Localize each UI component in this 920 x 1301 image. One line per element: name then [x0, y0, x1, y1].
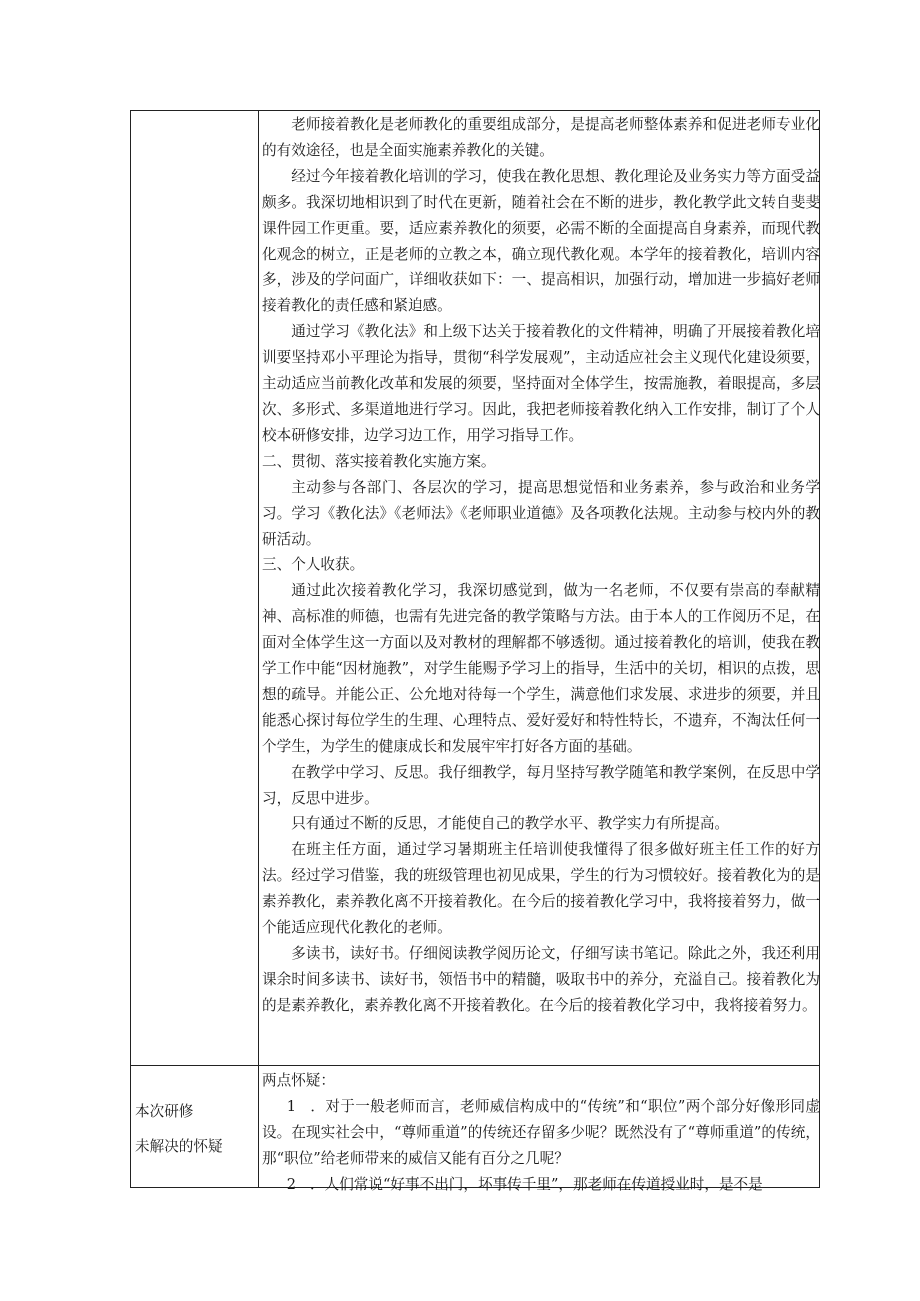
experience-content — [262, 112, 820, 1019]
doubt-item — [262, 1094, 820, 1172]
row-label-line2: 未解决的怀疑 — [135, 1138, 223, 1155]
column-divider — [258, 110, 259, 1188]
doubt-number: 2 — [286, 1175, 296, 1193]
paragraph: 经过今年接着教化培训的学习，使我在教化思想、教化理论及业务实力等方面受益颇多。我深切地相识到了时代在更新，随着社会在不断的进步，教化教学此文转自斐斐课件园工作更重。要，适应素养教化的须要，必需不断的全面提高自身素养，而现代教化观念的树立，正是老师的立教之本，确立现代教化观。本学年的接着教化，培训内容多，涉及的学问面广，详细收获如下：一、提高相识，加强行动，增加进一步搞好老师接着教化的责任感和紧迫感。 — [262, 167, 820, 315]
doubts-heading: 两点怀疑： — [262, 1072, 335, 1089]
paragraph: 在教学中学习、反思。我仔细教学，每月坚持写教学随笔和教学案例，在反思中学习，反思中进步。 — [262, 763, 820, 807]
paragraph: 主动参与各部门、各层次的学习，提高思想觉悟和业务素养，参与政治和业务学习。学习《教化法》《老师法》《老师职业道德》及各项教化法规。主动参与校内外的教研活动。 — [262, 478, 820, 548]
paragraph: 只有通过不断的反思，才能使自己的教学水平、教学实力有所提高。 — [291, 815, 730, 833]
paragraph: 老师接着教化是老师教化的重要组成部分，是提高老师整体素养和促进老师专业化的有效途径，也是全面实施素养教化的关键。 — [262, 116, 820, 159]
paragraph: 多读书，读好书。仔细阅读教学阅历论文，仔细写读书笔记。除此之外，我还利用课余时间多读书、读好书，领悟书中的精髓，吸取书中的养分，充溢自己。接着教化为的是素养教化，素养教化离不开接着教化。在今后的接着教化学习中，我将接着努力。 — [262, 945, 820, 1014]
paragraph: 通过此次接着教化学习，我深切感觉到，做为一名老师，不仅要有崇高的奉献精神、高标准的师德，也需有先进完备的教学策略与方法。由于本人的工作阅历不足，在面对全体学生这一方面以及对教材的理解都不够透彻。通过接着教化的培训，使我在教学工作中能“因材施教”，对学生能赐予学习上的指导，生活中的关切，相识的点拨，思想的疏导。并能公正、公允地对待每一个学生，满意他们求发展、求进步的须要，并且能悉心探讨每位学生的生理、心理特点、爱好爱好和特性特长，不遗弃，不淘汰任何一个学生，为学生的健康成长和发展牢牢打好各方面的基础。 — [262, 582, 820, 755]
paragraph: 在班主任方面，通过学习暑期班主任培训使我懂得了很多做好班主任工作的好方法。经过学习借鉴，我的班级管理也初见成果，学生的行为习惯较好。接着教化为的是素养教化，素养教化离不开接着教化。在今后的接着教化学习中，我将接着努力，做一个能适应现代化教化的老师。 — [262, 841, 820, 937]
doubt-text: ．人们常说“好事不出门，坏事传千里”，那老师在传道授业时，是不是 — [310, 1175, 763, 1193]
section-heading: 三、个人收获。 — [262, 556, 365, 574]
row-label-line1: 本次研修 — [135, 1103, 194, 1120]
row-divider — [130, 1065, 820, 1066]
doubt-item — [262, 1172, 820, 1198]
unresolved-content — [262, 1068, 820, 1198]
section-heading: 二、贯彻、落实接着教化实施方案。 — [262, 452, 496, 470]
paragraph: 通过学习《教化法》和上级下达关于接着教化的文件精神，明确了开展接着教化培训要坚持邓小平理论为指导，贯彻“科学发展观”，主动适应社会主义现代化建设须要，主动适应当前教化改革和发展的须要，坚持面对全体学生，按需施教，着眼提高，多层次、多形式、多渠道地进行学习。因此，我把老师接着教化纳入工作安排，制订了个人校本研修安排，边学习边工作，用学习指导工作。 — [262, 323, 820, 444]
doubt-number: 1 — [286, 1097, 296, 1115]
doubt-text: ．对于一般老师而言，老师威信构成中的“传统”和“职位”两个部分好像形同虚设。在现实社会中，“尊师重道”的传统还存留多少呢？既然没有了“尊师重道”的传统，那“职位”给老师带来的威信又能有百分之几呢？ — [262, 1097, 820, 1167]
